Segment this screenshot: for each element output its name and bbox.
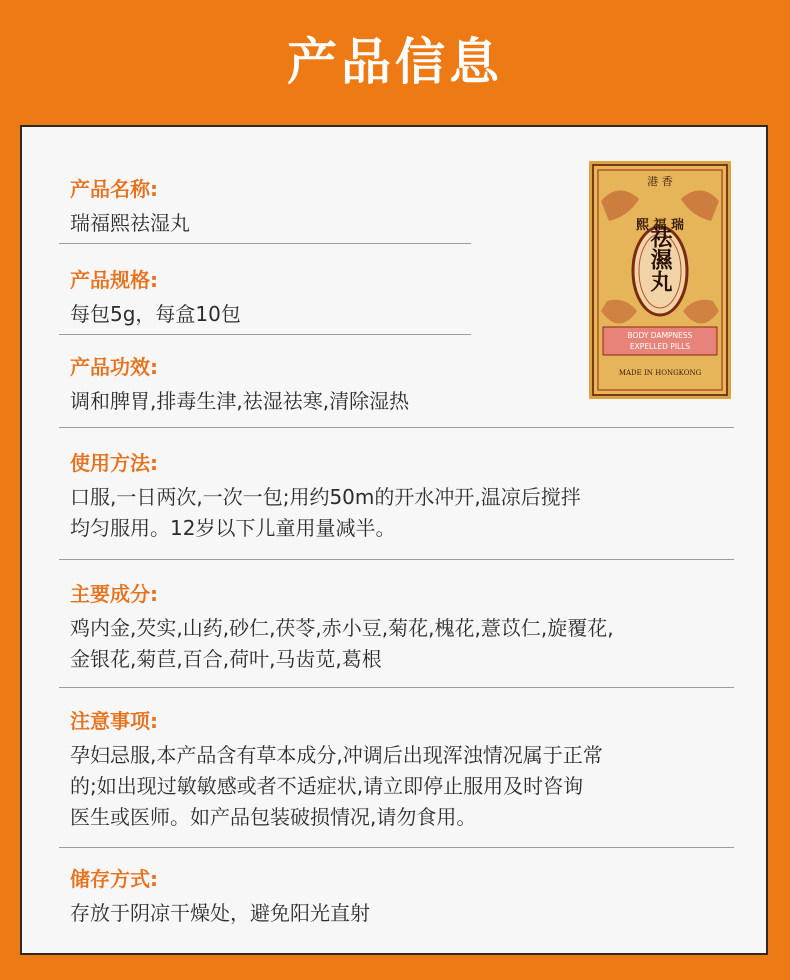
package-name-text: 祛濕丸: [647, 226, 673, 292]
section-line: 均匀服用。12岁以下儿童用量减半。: [70, 516, 396, 540]
section-value: 存放于阴凉干燥处，避免阳光直射: [70, 901, 370, 925]
section-value: 调和脾胃,排毒生津,祛湿祛寒,清除湿热: [70, 389, 410, 413]
section-line: 孕妇忌服,本产品含有草本成分,冲调后出现浑浊情况属于正常: [70, 743, 603, 767]
section-line: 口服,一日两次,一次一包;用约50m的开水冲开,温凉后搅拌: [70, 485, 581, 509]
page-title: 产品信息: [287, 33, 503, 91]
product-box-icon: [589, 161, 731, 399]
section-ingredients: [70, 580, 614, 675]
section-label: 产品功效:: [70, 355, 158, 379]
product-info-card: [20, 125, 768, 955]
section-line: 的;如出现过敏敏感或者不适症状,请立即停止服用及时咨询: [70, 774, 584, 798]
section-value: [70, 613, 614, 675]
divider: [59, 847, 734, 848]
section-value: 每包5g，每盒10包: [70, 302, 241, 326]
section-product-efficacy: [70, 353, 409, 417]
package-english-line-1: BODY DAMPNESS: [627, 331, 693, 340]
section-value: [70, 740, 603, 833]
section-storage: [70, 865, 370, 929]
section-label: 产品规格:: [70, 268, 158, 292]
divider: [59, 687, 734, 688]
section-precautions: [70, 707, 603, 833]
divider: [59, 427, 734, 428]
section-line: 金银花,菊苣,百合,荷叶,马齿苋,葛根: [70, 647, 382, 671]
divider: [59, 334, 471, 335]
section-label: 储存方式:: [70, 867, 158, 891]
package-brand-text: 熙 福 瑞: [635, 218, 685, 233]
divider: [59, 243, 471, 244]
section-product-name: [70, 175, 190, 239]
section-line: 医生或医师。如产品包装破损情况,请勿食用。: [70, 805, 477, 829]
package-english-line-2: EXPELLED PILLS: [629, 342, 691, 351]
section-value: 瑞福熙祛湿丸: [70, 211, 190, 235]
section-label: 产品名称:: [70, 177, 158, 201]
section-usage: [70, 449, 581, 544]
section-value: [70, 482, 581, 544]
product-package-image: [589, 161, 731, 399]
section-label: 注意事项:: [70, 709, 158, 733]
section-label: 主要成分:: [70, 582, 158, 606]
section-product-spec: [70, 266, 241, 330]
section-line: 鸡内金,芡实,山药,砂仁,茯苓,赤小豆,菊花,槐花,薏苡仁,旋覆花,: [70, 616, 614, 640]
package-origin-text: MADE IN HONGKONG: [618, 369, 702, 377]
section-label: 使用方法:: [70, 451, 158, 475]
package-top-text: 港 香: [647, 175, 673, 188]
divider: [59, 559, 734, 560]
